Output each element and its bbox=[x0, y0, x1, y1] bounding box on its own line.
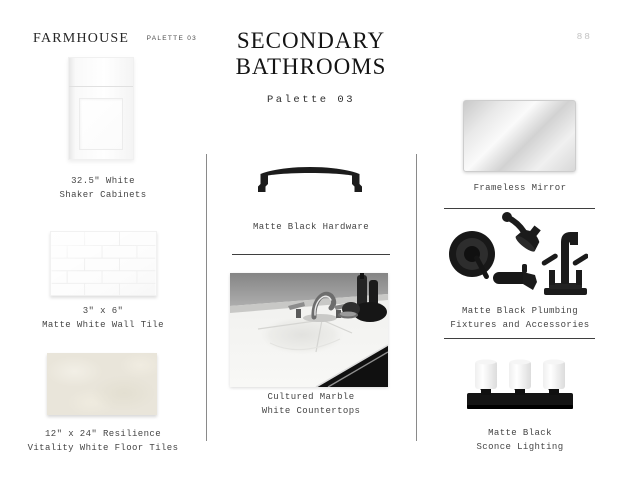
page-title bbox=[211, 28, 411, 106]
plumbing-swatch-image bbox=[443, 212, 588, 300]
rule-under-hardware bbox=[232, 254, 390, 255]
hardware-caption: Matte Black Hardware bbox=[252, 222, 370, 232]
page-title-line2: BATHROOMS bbox=[235, 54, 387, 79]
floor-tile-swatch-image bbox=[47, 353, 157, 415]
page-number: 88 bbox=[576, 31, 592, 42]
wall-tile-swatch-image bbox=[50, 231, 157, 296]
plumbing-fixtures-icon bbox=[443, 212, 588, 300]
rule-under-mirror bbox=[444, 208, 595, 209]
brand-logo: FARMHOUSE bbox=[33, 31, 130, 46]
column-divider-left bbox=[206, 154, 207, 441]
page-title-line1: SECONDARY bbox=[236, 28, 386, 53]
cabinets-caption: 32.5" White Shaker Cabinets bbox=[59, 176, 147, 200]
countertop-photo bbox=[230, 273, 388, 387]
countertop-caption: Cultured Marble White Countertops bbox=[261, 392, 361, 416]
cabinet-swatch-image bbox=[68, 57, 134, 160]
column-divider-right bbox=[416, 154, 417, 441]
brand-palette-label: PALETTE 03 bbox=[146, 35, 198, 42]
floor-tile-caption: 12" x 24" Resilience Vitality White Floor Tiles bbox=[27, 429, 179, 453]
sconce-swatch-image bbox=[462, 357, 578, 419]
mirror-caption: Frameless Mirror bbox=[473, 183, 567, 193]
rule-under-plumbing bbox=[444, 338, 595, 339]
matte-black-pull-icon bbox=[257, 163, 363, 193]
plumbing-caption: Matte Black Plumbing Fixtures and Accessories bbox=[450, 306, 590, 330]
mirror-swatch-image bbox=[463, 100, 576, 172]
cabinet-shaker-panel bbox=[79, 98, 123, 150]
sconce-light-icon bbox=[462, 357, 578, 419]
sconce-caption: Matte Black Sconce Lighting bbox=[476, 428, 564, 452]
hardware-swatch-image bbox=[257, 163, 363, 193]
palette-subtitle: Palette 03 bbox=[266, 94, 355, 106]
subway-tile-pattern bbox=[51, 232, 156, 295]
brand-header bbox=[33, 29, 197, 47]
cabinet-drawer-divider bbox=[69, 86, 133, 87]
wall-tile-caption: 3" x 6" Matte White Wall Tile bbox=[42, 306, 164, 330]
countertop-swatch-image bbox=[230, 273, 388, 387]
